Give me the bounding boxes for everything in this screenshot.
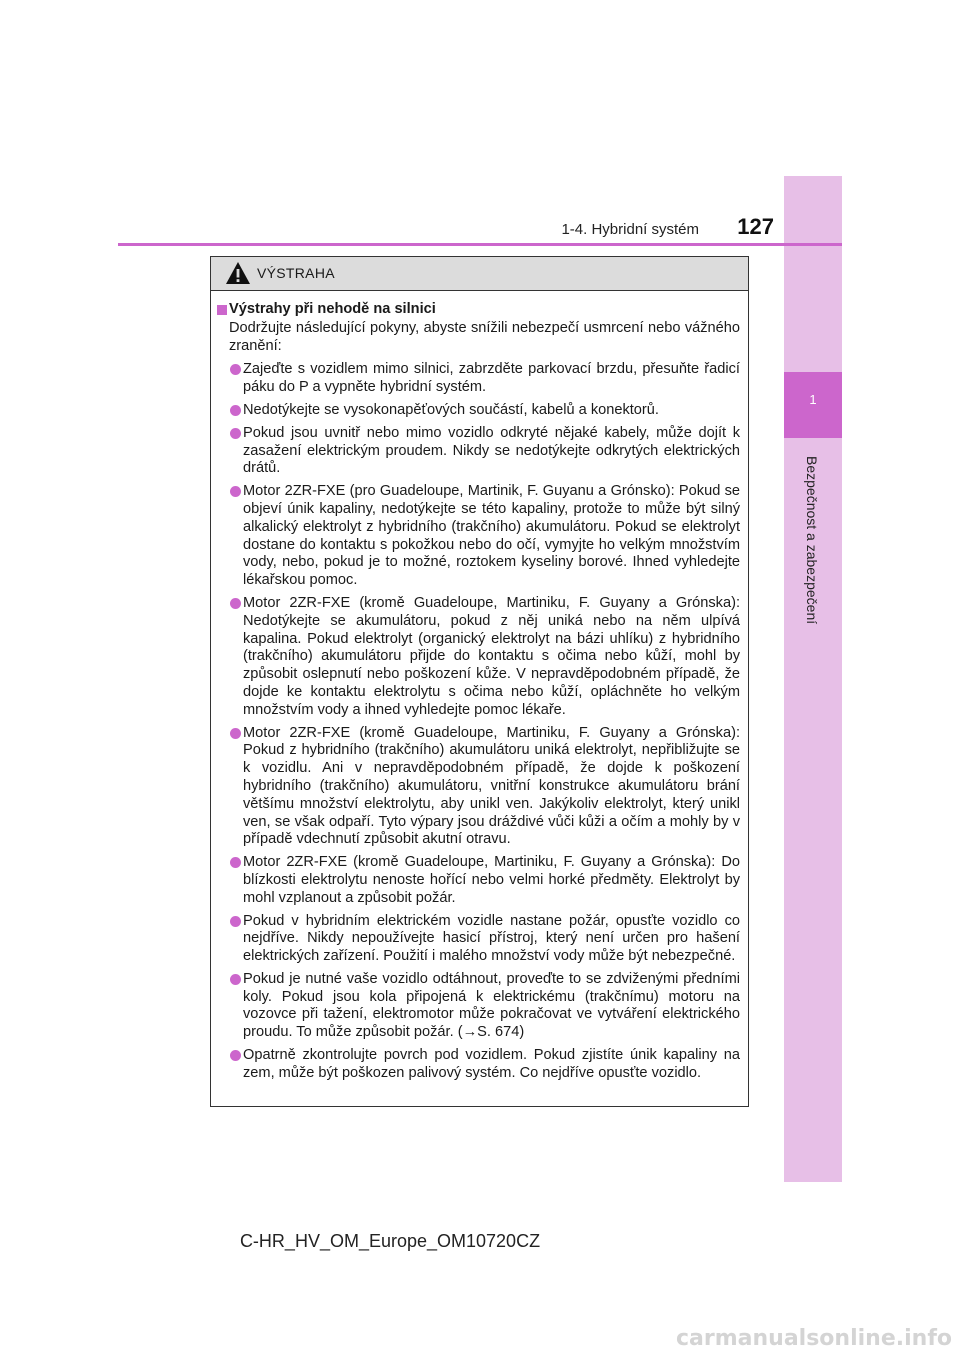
- bullet-text: Opatrně zkontrolujte povrch pod vozidlem. Pokud zjistíte únik kapaliny na zem, může být poškozen palivový systém. Co nejdříve opusťte vozidlo.: [243, 1047, 740, 1081]
- bullet-dot-icon: [230, 1050, 241, 1061]
- list-item: [217, 913, 740, 966]
- list-item: [217, 595, 740, 720]
- bullet-text: Nedotýkejte se vysokonapěťových součástí, kabelů a konektorů.: [243, 401, 659, 418]
- square-bullet-icon: [217, 305, 227, 315]
- section-title: 1-4. Hybridní systém: [561, 221, 699, 238]
- document-id: C-HR_HV_OM_Europe_OM10720CZ: [239, 1231, 541, 1251]
- bullet-text: Pokud je nutné vaše vozidlo odtáhnout, proveďte to se zdviženými předními koly. Pokud jsou kola připojená k elektrickému (trakčnímu) motoru na vozovce při tažení, elektromotor může pokračovat ve vytváření elektrického proudu. To může způsobit požár. (→S. 674): [243, 970, 740, 1041]
- page-number: 127: [737, 214, 774, 239]
- warning-box: [210, 256, 749, 1107]
- bullet-dot-icon: [230, 728, 241, 739]
- bullet-dot-icon: [230, 486, 241, 497]
- bullet-dot-icon: [230, 364, 241, 375]
- bullet-text: Motor 2ZR-FXE (kromě Guadeloupe, Martiniku, F. Guyany a Grónska): Nedotýkejte se akumulátoru, pokud z něj uniká nebo na něm ulpívá kapalina. Pokud elektrolyt (organický elektrolyt na bázi uhlíku) z hybridního (trakčního) akumulátoru přijde do kontaktu s očima nebo kůží, mohl by způsobit oslepnutí nebo poškození kůže. V nepravděpodobném případě, že dojde ke kontaktu elektrolytu s očima nebo kůží, opláchněte ho velkým množstvím vody a ihned vyhledejte pomoc lékaře.: [243, 594, 740, 718]
- bullet-dot-icon: [230, 405, 241, 416]
- chapter-title: Bezpečnost a zabezpečení: [804, 456, 820, 625]
- warning-title: VÝSTRAHA: [257, 265, 335, 281]
- warning-header: [211, 257, 748, 291]
- list-item: [217, 854, 740, 907]
- bullet-text: Motor 2ZR-FXE (kromě Guadeloupe, Martiniku, F. Guyany a Grónska): Pokud z hybridního (trakčního) akumulátoru uniká elektrolyt, nepřibližujte se k vozidlu. Ani v nepravděpodobném případě, že dojde k poškození hybridního (trakčního) akumulátoru, vnitřní konstrukce akumulátoru brání většímu množství elektrolytu, aby unikl ven. Jakýkoliv elektrolyt, který unikl ven, se však odpaří. Tyto výpary jsou dráždivé vůči kůži a očím a mohly by v případě vdechnutí způsobit akutní otravu.: [243, 724, 740, 848]
- bullet-text: Motor 2ZR-FXE (pro Guadeloupe, Martinik, F. Guyanu a Grónsko): Pokud se objeví únik kapaliny, nedotýkejte se této kapaliny, protože to může být silný alkalický elektrolyt z hybridního (trakčního) akumulátoru. Pokud se elektrolyt dostane do kontaktu s pokožkou nebo do očí, vymyjte ho velkým množstvím vody, nebo, pokud je to možné, roztokem kyseliny borové. Ihned vyhledejte lékařskou pomoc.: [243, 483, 740, 589]
- warning-bullet-list: [217, 361, 740, 1082]
- list-item: [217, 971, 740, 1042]
- warning-section-title: Výstrahy při nehodě na silnici: [229, 301, 436, 317]
- list-item: [217, 361, 740, 397]
- list-item: [217, 402, 740, 420]
- list-item: [217, 725, 740, 850]
- list-item: [217, 483, 740, 590]
- bullet-dot-icon: [230, 916, 241, 927]
- bullet-text: Zajeďte s vozidlem mimo silnici, zabrzděte parkovací brzdu, přesuňte řadicí páku do P a vypněte hybridní systém.: [243, 361, 740, 396]
- bullet-text: Pokud v hybridním elektrickém vozidle nastane požár, opusťte vozidlo co nejdříve. Nikdy nepoužívejte hasicí přístroj, který není určen pro hašení elektrických zařízení. Použití i malého množství vody může být nebezpečné.: [243, 912, 740, 965]
- bullet-dot-icon: [230, 857, 241, 868]
- chapter-side-tab: [784, 176, 842, 1182]
- bullet-dot-icon: [230, 428, 241, 439]
- bullet-dot-icon: [230, 598, 241, 609]
- warning-body: [211, 291, 748, 1083]
- warning-intro: Dodržujte následující pokyny, abyste snížili nebezpečí usmrcení nebo vážného zranění:: [229, 319, 740, 354]
- warning-triangle-icon: [225, 261, 251, 285]
- warning-section-heading: [217, 301, 740, 319]
- list-item: [217, 425, 740, 478]
- chapter-number: 1: [809, 392, 817, 407]
- watermark: carmanualsonline.info: [676, 1326, 952, 1351]
- list-item: [217, 1047, 740, 1083]
- bullet-text: Motor 2ZR-FXE (kromě Guadeloupe, Martiniku, F. Guyany a Grónska): Do blízkosti elektrolytu nenoste hořící nebo velmi horké předměty. Elektrolyt by mohl vzplanout a způsobit požár.: [243, 854, 740, 906]
- bullet-text: Pokud jsou uvnitř nebo mimo vozidlo odkryté nějaké kabely, může dojít k zasažení elektrickým proudem. Nikdy se nedotýkejte odkrytých elektrických drátů.: [243, 424, 740, 477]
- header-divider: [118, 243, 842, 246]
- bullet-dot-icon: [230, 974, 241, 985]
